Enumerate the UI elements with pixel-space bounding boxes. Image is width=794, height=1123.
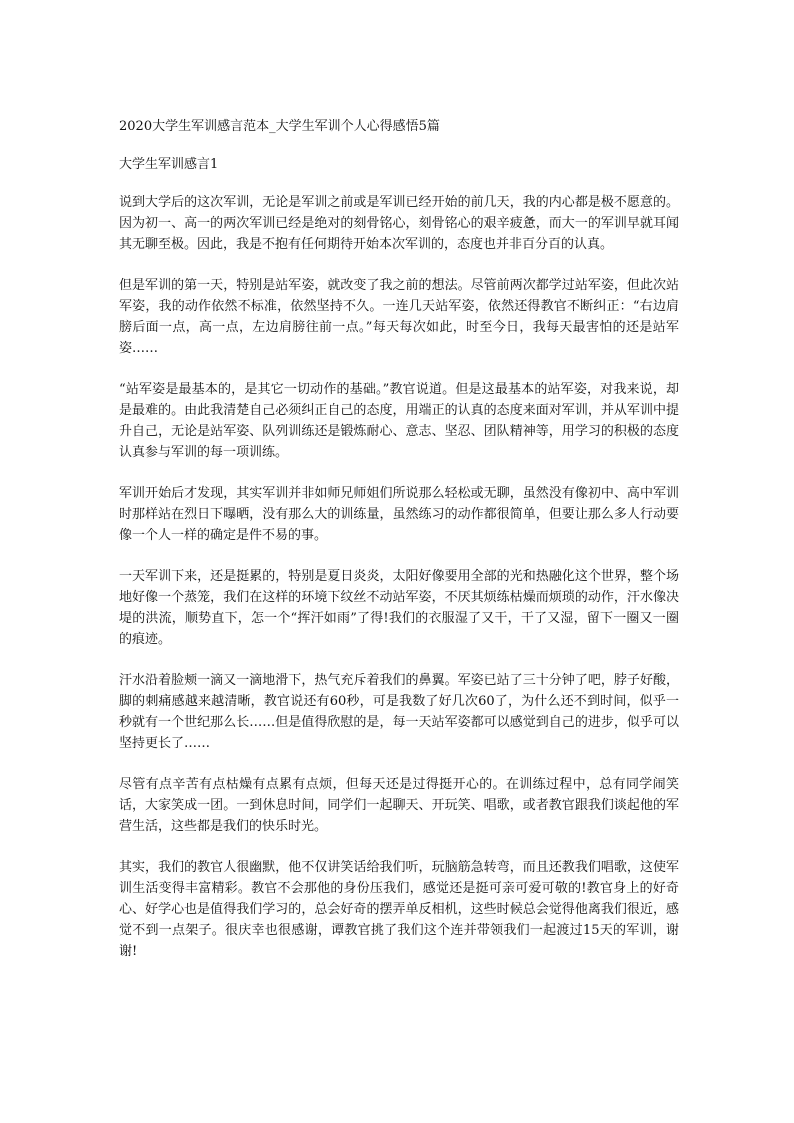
- paragraph-7: 尽管有点辛苦有点枯燥有点累有点烦，但每天还是过得挺开心的。在训练过程中，总有同学闹笑话，大家笑成一团。一到休息时间，同学们一起聊天、开玩笑、唱歌，或者教官跟我们谈起他的军营生活，这些都是我们的快乐时光。: [119, 777, 679, 834]
- paragraph-8: 其实，我们的教官人很幽默，他不仅讲笑话给我们听，玩脑筋急转弯，而且还教我们唱歌，这使军训生活变得丰富精彩。教官不会那他的身份压我们，感觉还是挺可亲可爱可敬的!教官身上的好奇心、好学心也是值得我们学习的，总会好奇的摆弄单反相机，这些时候总会觉得他离我们很近，感觉不到一点架子。很庆幸也很感谢，谭教官挑了我们这个连并带领我们一起渡过15天的军训，谢谢!: [119, 860, 679, 959]
- document-page: [119, 117, 679, 982]
- paragraph-5: 一天军训下来，还是挺累的，特别是夏日炎炎，太阳好像要用全部的光和热融化这个世界，整个场地好像一个蒸笼，我们在这样的环境下纹丝不动站军姿，不厌其烦练枯燥而烦琐的动作，汗水像决堤的洪流，顺势直下，怎一个“挥汗如雨”了得!我们的衣服湿了又干，干了又湿，留下一圈又一圈的痕迹。: [119, 569, 679, 647]
- paragraph-3: “站军姿是最基本的，是其它一切动作的基础。”教官说道。但是这最基本的站军姿，对我来说，却是最难的。由此我清楚自己必须纠正自己的态度，用端正的认真的态度来面对军训，并从军训中提升自己，无论是站军姿、队列训练还是锻炼耐心、意志、坚忍、团队精神等，用学习的积极的态度认真参与军训的每一项训练。: [119, 382, 679, 460]
- section-heading: 大学生军训感言1: [119, 157, 219, 172]
- paragraph-6: 汗水沿着脸颊一滴又一滴地滑下，热气充斥着我们的鼻翼。军姿已站了三十分钟了吧，脖子好酸，脚的刺痛感越来越清晰，教官说还有60秒，可是我数了好几次60了，为什么还不到时间，似乎一秒就有一个世纪那么长……但是值得欣慰的是，每一天站军姿都可以感觉到自己的进步，似乎可以坚持更长了……: [119, 673, 679, 751]
- paragraph-4: 军训开始后才发现，其实军训并非如师兄师姐们所说那么轻松或无聊，虽然没有像初中、高中军训时那样站在烈日下曝晒，没有那么大的训练量，虽然练习的动作都很简单，但要让那么多人行动要像一个人一样的确定是件不易的事。: [119, 486, 679, 543]
- paragraph-1: 说到大学后的这次军训，无论是军训之前或是军训已经开始的前几天，我的内心都是极不愿意的。因为初一、高一的两次军训已经是绝对的刻骨铭心，刻骨铭心的艰辛疲惫，而大一的军训早就耳闻其无聊至极。因此，我是不抱有任何期待开始本次军训的，态度也并非百分百的认真。: [119, 195, 679, 252]
- document-title: 2020大学生军训感言范本_大学生军训个人心得感悟5篇: [119, 119, 440, 134]
- paragraph-2: 但是军训的第一天，特别是站军姿，就改变了我之前的想法。尽管前两次都学过站军姿，但此次站军姿，我的动作依然不标准，依然坚持不久。一连几天站军姿，依然还得教官不断纠正：“右边肩膀后面一点，高一点，左边肩膀往前一点。”每天每次如此，时至今日，我每天最害怕的还是站军姿……: [119, 278, 679, 356]
